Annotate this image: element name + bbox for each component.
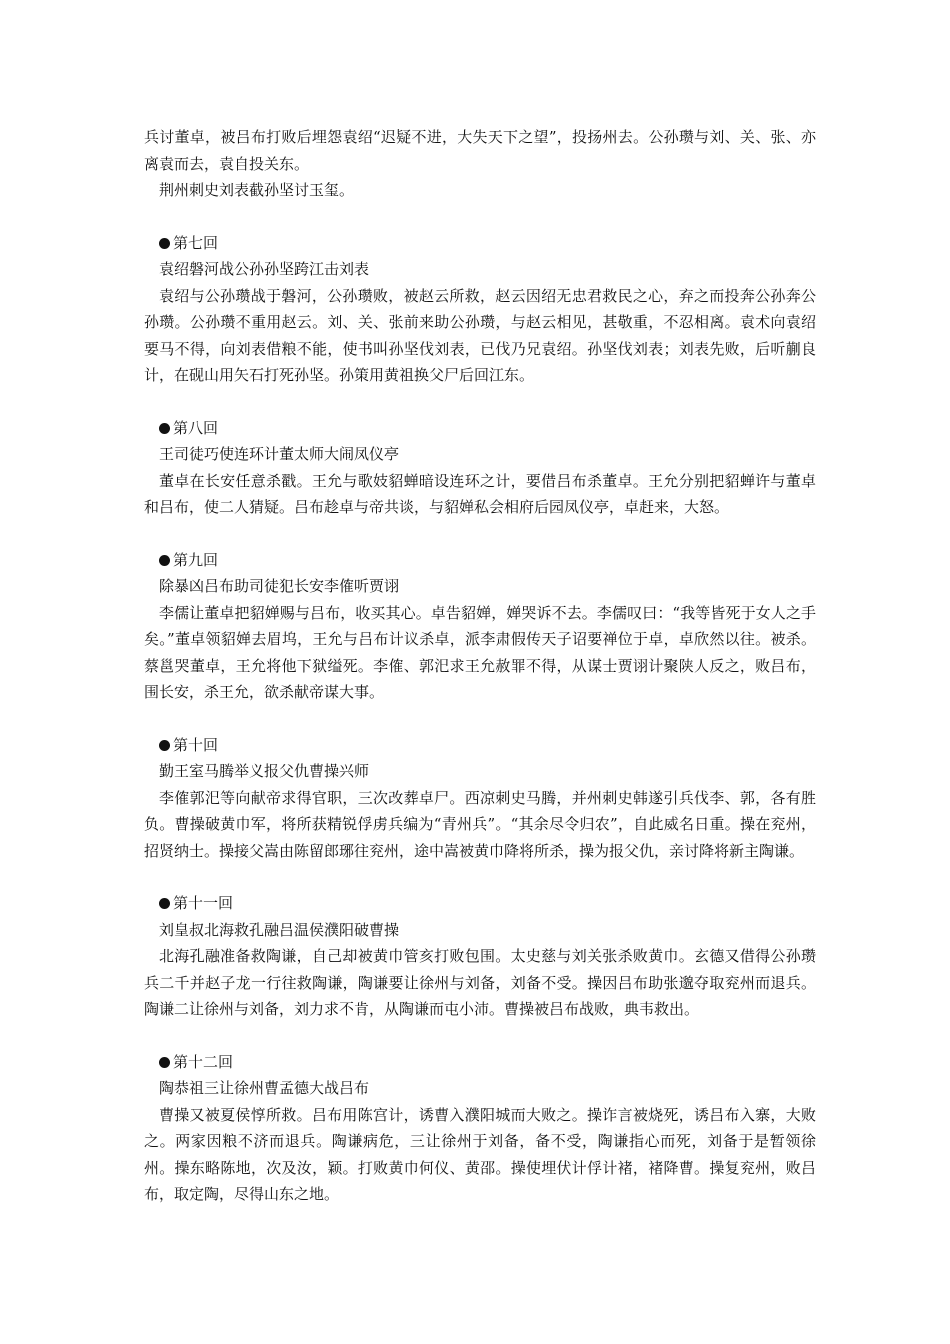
chapter-section [144, 1049, 816, 1208]
chapter-section [144, 732, 816, 865]
chapter-title: 除暴凶吕布助司徒犯长安李傕听贾诩 [159, 577, 400, 595]
bullet-icon [159, 423, 170, 434]
chapter-text: 北海孔融准备救陶谦，自己却被黄巾管亥打败包围。太史慈与刘关张杀败黄巾。玄德又借得公孙瓒兵二千并赵子龙一行往救陶谦，陶谦要让徐州与刘备，刘备不受。操因吕布助张邈夺取兖州而退兵。陶谦二让徐州与刘备，刘力求不肯，从陶谦而屯小沛。曹操被吕布战败，典韦救出。 [144, 947, 816, 1018]
chapter-section [144, 230, 816, 389]
chapter-section [144, 547, 816, 706]
document-page [144, 124, 816, 1208]
chapter-heading [144, 547, 816, 574]
intro-paragraph: 兵讨董卓，被吕布打败后埋怨袁绍“迟疑不进，大失天下之望”，投扬州去。公孙瓒与刘、关、张、亦离袁而去，袁自投关东。 [144, 128, 816, 173]
bullet-icon [159, 238, 170, 249]
chapter-title: 勤王室马腾举义报父仇曹操兴师 [159, 762, 370, 780]
chapter-text: 曹操又被夏侯惇所救。吕布用陈宫计，诱曹入濮阳城而大败之。操诈言被烧死，诱吕布入寨，大败之。两家因粮不济而退兵。陶谦病危，三让徐州于刘备，备不受，陶谦指心而死，刘备于是暂领徐州。操东略陈地，次及汝，颖。打败黄巾何仪、黄邵。操使埋伏计俘计褚，褚降曹。操复兖州，败吕布，取定陶，尽得山东之地。 [144, 1105, 816, 1203]
bullet-icon [159, 555, 170, 566]
chapter-text: 李儒让董卓把貂婵赐与吕布，收买其心。卓告貂婵，婵哭诉不去。李儒叹曰：“我等皆死于女人之手矣。”董卓领貂婵去眉坞，王允与吕布计议杀卓，派李肃假传天子诏要禅位于卓，卓欣然以往。被杀。蔡邕哭董卓，王允将他下狱缢死。李傕、郭汜求王允赦罪不得，从谋士贾诩计聚陕人反之，败吕布，围长安，杀王允，欲杀献帝谋大事。 [144, 603, 816, 701]
chapter-heading [144, 230, 816, 257]
chapter-section [144, 415, 816, 521]
chapter-number: 第十回 [173, 735, 219, 754]
chapter-heading [144, 732, 816, 759]
chapter-title: 袁绍磐河战公孙孙坚跨江击刘表 [159, 260, 370, 278]
chapter-number: 第十二回 [173, 1052, 234, 1071]
chapter-heading [144, 1049, 816, 1076]
chapter-heading [144, 415, 816, 442]
chapter-number: 第八回 [173, 418, 219, 437]
chapter-section [144, 890, 816, 1023]
bullet-icon [159, 898, 170, 909]
bullet-icon [159, 740, 170, 751]
chapter-title: 刘皇叔北海救孔融吕温侯濮阳破曹操 [159, 920, 400, 939]
chapter-heading [144, 890, 816, 917]
chapter-number: 第十一回 [173, 894, 234, 912]
chapter-number: 第九回 [173, 550, 219, 569]
chapter-text: 董卓在长安任意杀戳。王允与歌妓貂蝉暗设连环之计，要借吕布杀董卓。王允分别把貂蝉许与董卓和吕布，使二人猜疑。吕布趁卓与帝共谈，与貂婵私会相府后园凤仪亭，卓赶来，大怒。 [144, 471, 816, 516]
chapter-number: 第七回 [173, 233, 219, 252]
intro-paragraph: 荆州刺史刘表截孙坚讨玉玺。 [159, 181, 355, 199]
chapter-text: 袁绍与公孙瓒战于磐河，公孙瓒败，被赵云所救，赵云因绍无忠君救民之心，弃之而投奔公孙奔公孙瓒。公孙瓒不重用赵云。刘、关、张前来助公孙瓒，与赵云相见，甚敬重，不忍相离。袁术向袁绍要马不得，向刘表借粮不能，使书叫孙坚伐刘表，已伐乃兄袁绍。孙坚伐刘表；刘表先败，后听蒯良计，在砚山用矢石打死孙坚。孙策用黄祖换父尸后回江东。 [144, 286, 816, 384]
bullet-icon [159, 1057, 170, 1068]
chapter-text: 李傕郭汜等向献帝求得官职，三次改葬卓尸。西凉刺史马腾，并州刺史韩遂引兵伐李、郭，各有胜负。曹操破黄巾军，将所获精锐俘虏兵编为“青州兵”。“其余尽令归农”，自此威名日重。操在兖州，招贤纳士。操接父嵩由陈留郎琊往兖州，途中嵩被黄巾降将所杀，操为报父仇，亲讨降将新主陶谦。 [144, 788, 816, 860]
chapter-title: 王司徒巧使连环计董太师大闹凤仪亭 [159, 445, 400, 463]
chapter-title: 陶恭祖三让徐州曹孟德大战吕布 [159, 1079, 370, 1097]
